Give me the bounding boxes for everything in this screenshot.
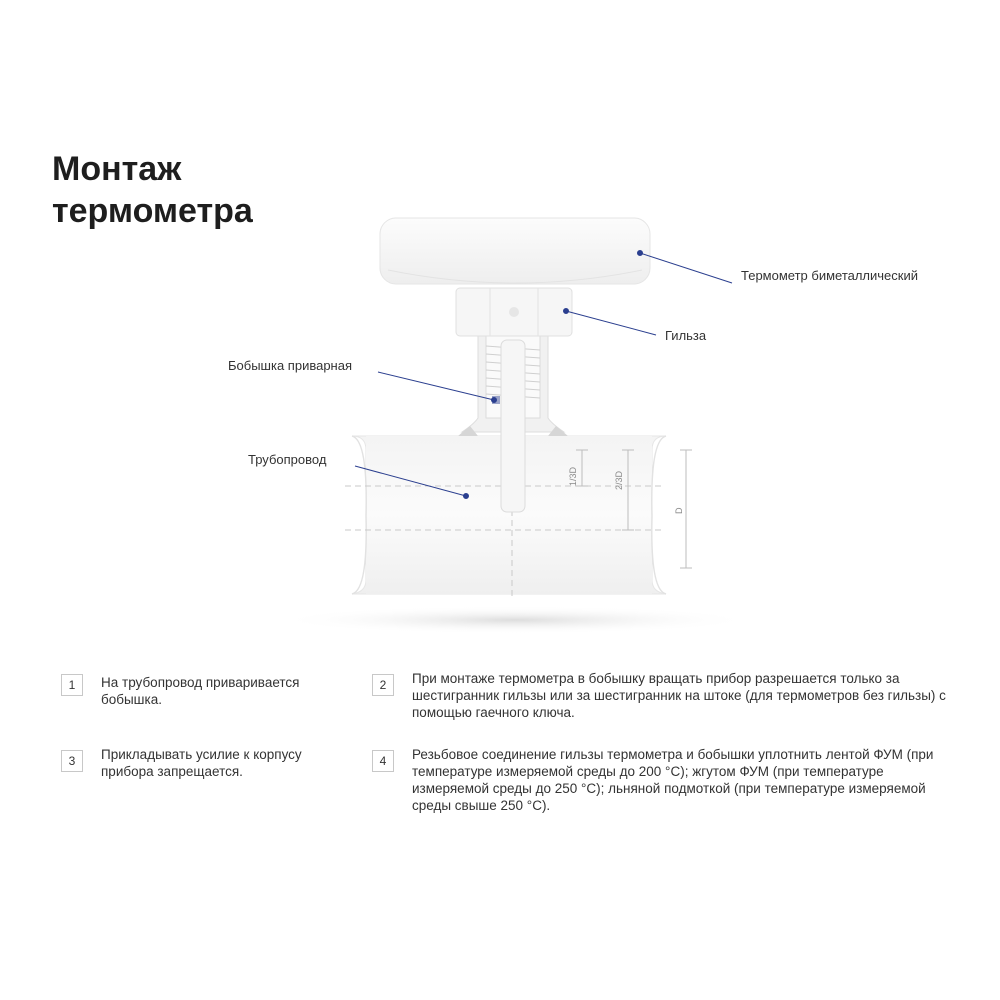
dim-d: D <box>674 507 684 514</box>
step-text: Резьбовое соединение гильзы термометра и бобышки уплотнить лентой ФУМ (при температуре измеряемой среды до 200 °С); жгутом ФУМ (при температуре измеряемой среды до 250 °С); льняной подмоткой (при температуре измеряемой среды свыше 250 °С). <box>412 747 934 813</box>
dim-two-thirds: 2/3D <box>614 470 624 490</box>
thermometer-dial <box>380 218 650 284</box>
step-4 <box>372 746 962 814</box>
title-line-2: термометра <box>52 192 253 230</box>
step-number: 4 <box>372 750 394 772</box>
step-2 <box>372 670 962 721</box>
step-text: При монтаже термометра в бобышку вращать прибор разрешается только за шестигранник гильзы или за шестигранник на штоке (для термометров без гильзы) с помощью гаечного ключа. <box>412 671 946 720</box>
thermometer-stem <box>501 340 525 512</box>
label-boss: Бобышка приварная <box>228 358 352 373</box>
step-text: Прикладывать усилие к корпусу прибора запрещается. <box>101 747 302 779</box>
sleeve-hex <box>456 288 572 336</box>
step-number: 2 <box>372 674 394 696</box>
step-1 <box>61 674 351 708</box>
step-number: 3 <box>61 750 83 772</box>
floor-shadow <box>275 606 755 634</box>
dim-one-third: 1/3D <box>568 466 578 486</box>
label-pipe: Трубопровод <box>248 452 327 467</box>
step-3 <box>61 746 351 780</box>
step-number: 1 <box>61 674 83 696</box>
title-line-1: Монтаж <box>52 150 182 188</box>
step-text: На трубопровод приваривается бобышка. <box>101 675 300 707</box>
label-thermometer: Термометр биметаллический <box>741 268 918 283</box>
label-sleeve: Гильза <box>665 328 707 343</box>
